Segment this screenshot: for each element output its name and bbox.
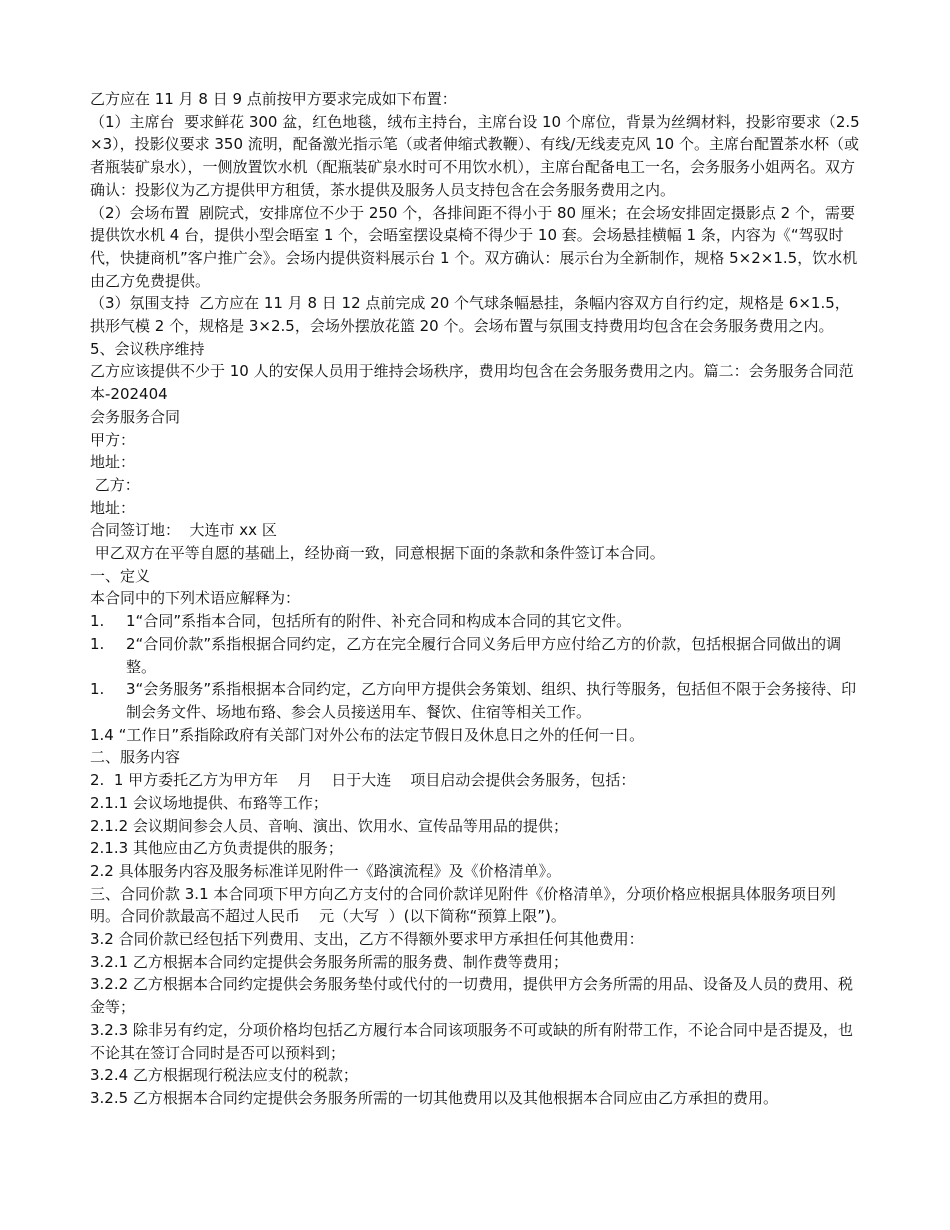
clause-3-2-4: 3.2.4 乙方根据现行税法应支付的税款； — [90, 1066, 358, 1085]
section-heading-services: 二、服务内容 — [90, 748, 181, 767]
paragraph-main-stage: （1）主席台 要求鲜花 300 盆，红色地毯，绒布主持台，主席台设 10 个席位，背景为丝绸材料，投影帘要求（2.5×3），投影仪要求 350 流明，配备激光指示笔（或者伸缩式教鞭）、有线/无线麦克风 10 个。主席台配置茶水杯（或者瓶装矿泉水），一侧放置饮水机（配瓶装矿泉水时可不用饮水机），主席台配备电工一名，会务服务小姐两名。双方确认：投影仪为乙方提供甲方租赁，茶水提供及服务人员支持包含在会务服务费用之内。 — [90, 112, 860, 199]
paragraph-setup-intro: 乙方应在 11 月 8 日 9 点前按甲方要求完成如下布置： — [90, 90, 457, 108]
definition-text: 3“会务服务”系指根据本合同约定，乙方向甲方提供会务策划、组织、执行等服务，包括但不限于会务接待、印制会务文件、场地布臵、参会人员接送用车、餐饮、住宿等相关工作。 — [126, 680, 857, 721]
definition-item — [90, 633, 860, 678]
preamble: 甲乙双方在平等自愿的基础上，经协商一致，同意根据下面的条款和条件签订本合同。 — [90, 544, 665, 563]
definition-workday: 1.4 “工作日”系指除政府有关部门对外公布的法定节假日及休息日之外的任何一日。 — [90, 725, 645, 744]
clause-3-2-1: 3.2.1 乙方根据本合同约定提供会务服务所需的服务费、制作费等费用； — [90, 952, 568, 971]
clause-3-2-5: 3.2.5 乙方根据本合同约定提供会务服务所需的一切其他费用以及其他根据本合同应由乙方承担的费用。 — [90, 1088, 778, 1107]
party-b-address-label: 地址： — [90, 498, 136, 517]
clause-3-2-2: 3.2.2 乙方根据本合同约定提供会务服务垫付或代付的一切费用，提供甲方会务所需的用品、设备及人员的费用、税金等； — [90, 975, 853, 1017]
definition-number: 1. — [90, 612, 105, 631]
clause-2-1-2: 2.1.2 会议期间参会人员、音响、演出、饮用水、宣传品等用品的提供； — [90, 816, 568, 835]
section-contract-price: 三、合同价款 3.1 本合同项下甲方向乙方支付的合同价款详见附件《价格清单》，分项价格应根据具体服务项目列明。合同价款最高不超过人民币 元（大写 ）(以下简称“预算上限”)。 — [90, 884, 836, 926]
paragraph-venue-layout: （2）会场布置 剧院式，安排席位不少于 250 个，各排间距不得小于 80 厘米；在会场安排固定摄影点 2 个，需要提供饮水机 4 台，提供小型会晤室 1 个，会晤室摆设桌椅不得少于 10 套。会场悬挂横幅 1 条，内容为《“驾驭时代，快捷商机”客户推广会》。会场内提供资料展示台 1 个。双方确认：展示台为全新制作，规格 5×2×1.5，饮水机由乙方免费提供。 — [90, 203, 858, 290]
paragraph-security: 乙方应该提供不少于 10 人的安保人员用于维持会场秩序，费用均包含在会务服务费用之内。篇二：会务服务合同范本-202404 — [90, 362, 854, 404]
section-heading-definitions: 一、定义 — [90, 566, 151, 585]
definition-text: 1“合同”系指本合同，包括所有的附件、补充合同和构成本合同的其它文件。 — [126, 612, 632, 631]
definition-item — [90, 610, 860, 633]
paragraph-atmosphere: （3）氛围支持 乙方应在 11 月 8 日 12 点前完成 20 个气球条幅悬挂，条幅内容双方自行约定，规格是 6×1.5，拱形气模 2 个，规格是 3×2.5，会场外摆放花篮 20 个。会场布置与氛围支持费用均包含在会务服务费用之内。 5、会议秩序维持 — [90, 294, 850, 358]
clause-2-1-3: 2.1.3 其他应由乙方负责提供的服务； — [90, 839, 343, 858]
clause-2-1-1: 2.1.1 会议场地提供、布臵等工作； — [90, 793, 328, 812]
clause-2-2: 2.2 具体服务内容及服务标准详见附件一《路演流程》及《价格清单》。 — [90, 861, 562, 880]
definitions-intro: 本合同中的下列术语应解释为： — [90, 589, 301, 608]
definition-number: 1. — [90, 634, 105, 653]
document-page — [90, 88, 860, 1110]
clause-3-2-3: 3.2.3 除非另有约定，分项价格均包括乙方履行本合同该项服务不可或缺的所有附带工作，不论合同中是否提及，也不论其在签订合同时是否可以预料到； — [90, 1020, 853, 1062]
party-a-address-label: 地址： — [90, 453, 136, 472]
signing-place: 合同签订地： 大连市 xx 区 — [90, 521, 277, 540]
definition-number: 1. — [90, 680, 105, 699]
party-b-label: 乙方： — [90, 475, 140, 494]
party-a-label: 甲方： — [90, 430, 136, 449]
contract-title: 会务服务合同 — [90, 407, 181, 426]
clause-3-2: 3.2 合同价款已经包括下列费用、支出，乙方不得额外要求甲方承担任何其他费用： — [90, 930, 644, 949]
definition-item — [90, 678, 860, 723]
definition-text: 2“合同价款”系指根据合同约定，乙方在完全履行合同义务后甲方应付给乙方的价款，包括根据合同做出的调整。 — [126, 634, 842, 676]
clause-2-1: 2. 1 甲方委托乙方为甲方年 月 日于大连 项目启动会提供会务服务，包括： — [90, 771, 636, 790]
